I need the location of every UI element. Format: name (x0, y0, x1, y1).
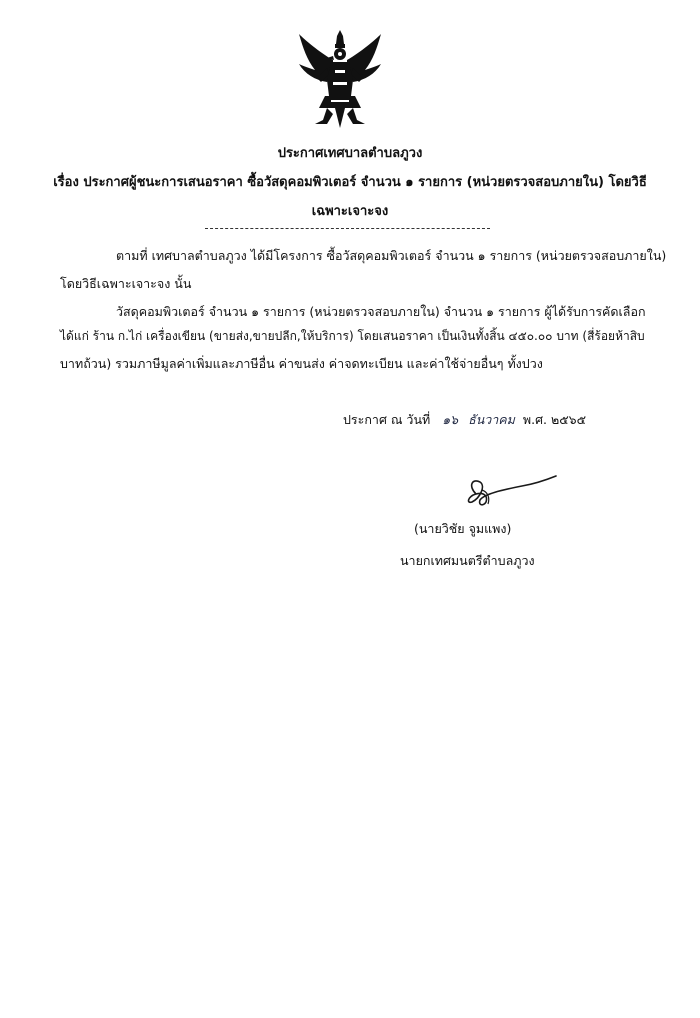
announce-day: ๑๖ (442, 412, 459, 427)
announce-year: พ.ศ. ๒๕๖๕ (522, 412, 587, 427)
announce-month: ธันวาคม (468, 412, 515, 427)
paragraph-1-line-2: โดยวิธีเฉพาะเจาะจง นั้น (60, 276, 192, 291)
garuda-emblem-icon (297, 30, 383, 130)
signer-name: (นายวิชัย จูมแพง) (414, 521, 512, 536)
paragraph-2-line-2: ได้แก่ ร้าน ก.ไก่ เครื่องเขียน (ขายส่ง,ขายปลีก,ให้บริการ) โดยเสนอราคา เป็นเงินทั้งสิ้น ๔๕๐.๐๐ บาท (สี่ร้อยห้าสิบ (60, 329, 645, 343)
document-title: ประกาศเทศบาลตำบลภูวง (277, 146, 423, 161)
divider-line (205, 228, 490, 229)
signer-position: นายกเทศมนตรีตำบลภูวง (400, 553, 535, 568)
subject-line-2: เฉพาะเจาะจง (311, 204, 389, 219)
announcement-date (343, 410, 586, 430)
paragraph-1-line-1: ตามที่ เทศบาลตำบลภูวง ได้มีโครงการ ซื้อวัสดุคอมพิวเตอร์ จำนวน ๑ รายการ (หน่วยตรวจสอบภายใน) (116, 248, 667, 263)
paragraph-2-line-1: วัสดุคอมพิวเตอร์ จำนวน ๑ รายการ (หน่วยตรวจสอบภายใน) จำนวน ๑ รายการ ผู้ได้รับการคัดเลือก (116, 304, 646, 319)
handwritten-signature (462, 472, 558, 512)
paragraph-2-line-3: บาทถ้วน) รวมภาษีมูลค่าเพิ่มและภาษีอื่น ค่าขนส่ง ค่าจดทะเบียน และค่าใช้จ่ายอื่นๆ ทั้งปวง (60, 356, 543, 371)
announce-prefix: ประกาศ ณ วันที่ (343, 412, 431, 427)
subject-line-1: เรื่อง ประกาศผู้ชนะการเสนอราคา ซื้อวัสดุคอมพิวเตอร์ จำนวน ๑ รายการ (หน่วยตรวจสอบภายใน) โดยวิธี (53, 175, 647, 190)
